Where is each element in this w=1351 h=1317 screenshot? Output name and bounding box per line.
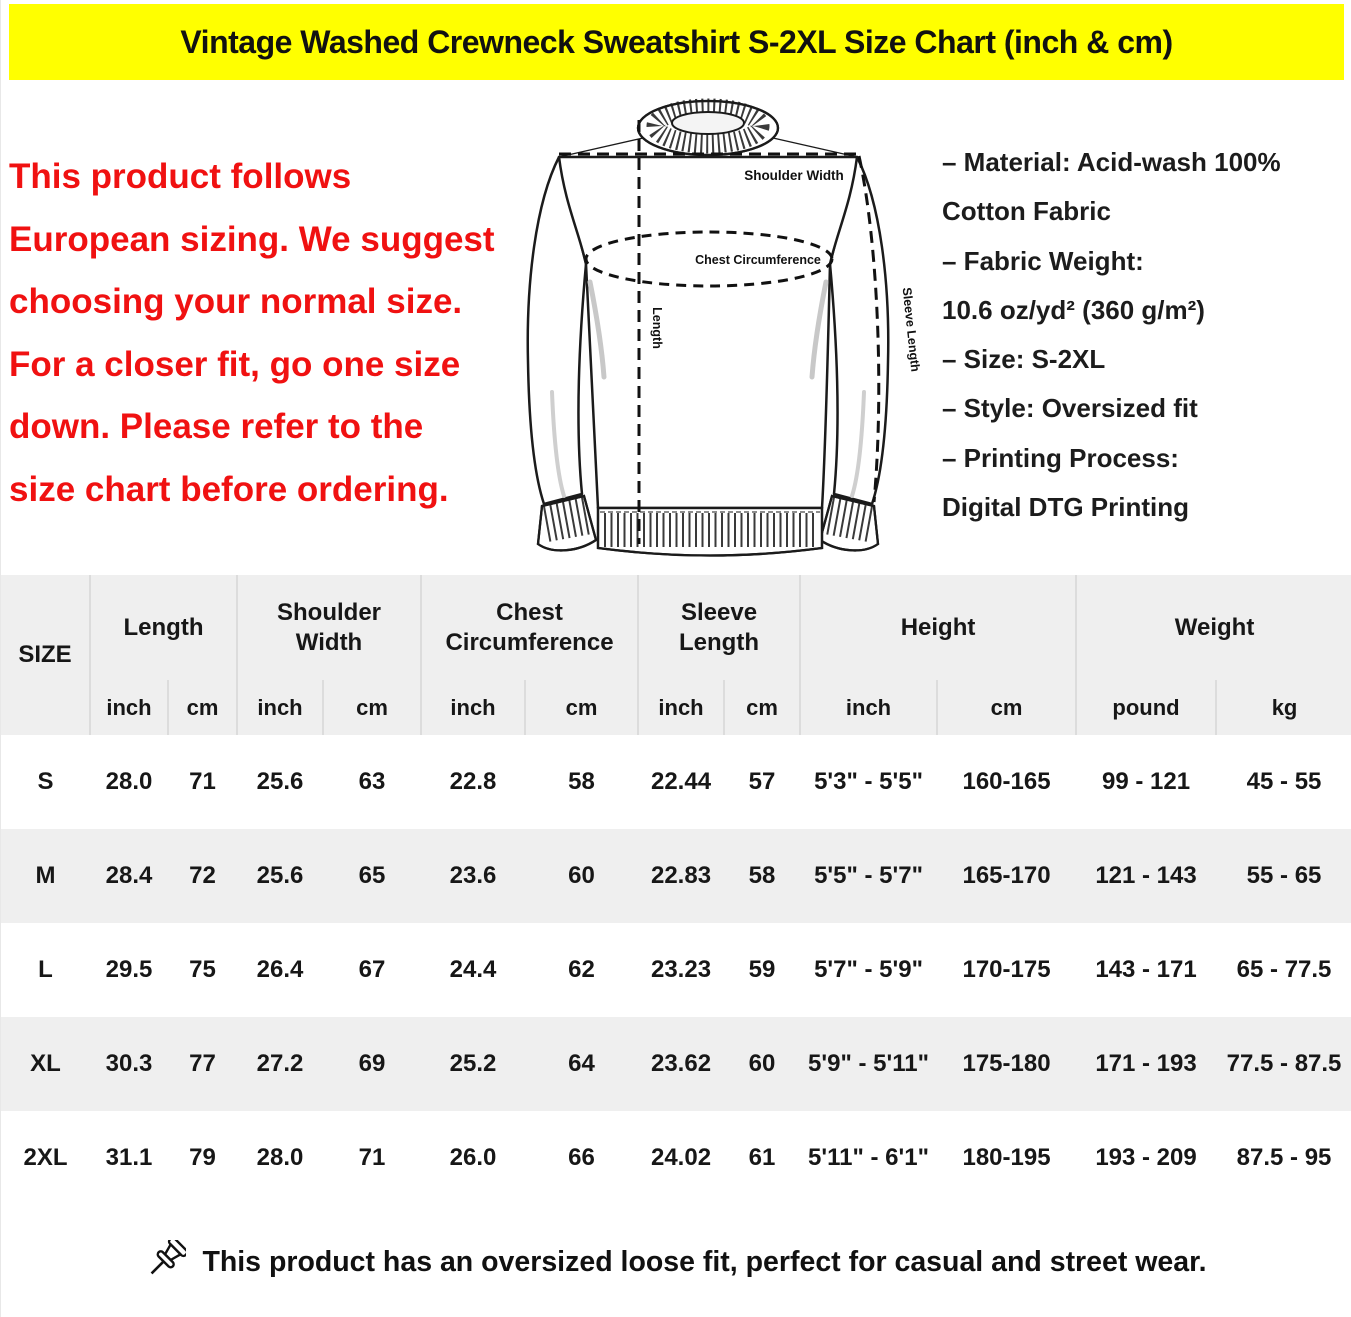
value-cell: 77.5 - 87.5 — [1226, 1050, 1342, 1077]
value-cell: 27.2 — [256, 1050, 304, 1077]
table-unit-header-row — [1, 680, 1351, 735]
torso — [559, 157, 857, 508]
note-line: down. Please refer to the — [9, 407, 424, 446]
value-cell: 193 - 209 — [1095, 1144, 1197, 1171]
table-row — [1, 735, 1351, 829]
detail-line: Cotton Fabric — [942, 196, 1111, 227]
detail-line: – Printing Process: — [942, 442, 1179, 473]
unit-header: inch — [638, 680, 724, 735]
footer-note — [1, 1233, 1351, 1291]
value-cell: 30.3 — [105, 1050, 153, 1077]
value-cell: 66 — [568, 1144, 595, 1171]
note-line: size chart before ordering. — [9, 469, 449, 509]
col-header-length: Length — [90, 575, 237, 680]
value-cell: 25.6 — [256, 768, 304, 795]
chest-circumference-label: Chest Circumference — [695, 253, 821, 267]
size-cell: 2XL — [23, 1144, 68, 1171]
col-header-height: Height — [800, 575, 1076, 680]
size-cell: M — [35, 862, 56, 889]
value-cell: 170-175 — [962, 956, 1051, 983]
size-cell: L — [38, 956, 53, 983]
detail-line: – Size: S-2XL — [942, 344, 1106, 375]
value-cell: 69 — [358, 1050, 386, 1077]
value-cell: 165-170 — [962, 862, 1051, 889]
sweatshirt-diagram — [506, 92, 936, 564]
sleeve-length-label: Sleeve Length — [899, 286, 923, 373]
value-cell: 57 — [748, 768, 776, 795]
note-line: For a closer fit, go one size — [9, 344, 461, 384]
value-cell: 99 - 121 — [1101, 768, 1191, 795]
unit-header: kg — [1216, 680, 1351, 735]
value-cell: 5'3" - 5'5" — [814, 768, 923, 795]
value-cell: 5'11" - 6'1" — [808, 1144, 929, 1171]
table-group-header-row — [1, 575, 1351, 680]
value-cell: 25.6 — [256, 862, 304, 889]
value-cell: 65 — [358, 862, 386, 889]
banner — [9, 4, 1344, 80]
value-cell: 26.0 — [449, 1144, 497, 1171]
value-cell: 5'7" - 5'9" — [814, 956, 923, 983]
value-cell: 59 — [748, 956, 776, 983]
detail-line: 10.6 oz/yd² (360 g/m²) — [942, 294, 1205, 325]
value-cell: 28.0 — [256, 1144, 304, 1171]
value-cell: 5'5" - 5'7" — [814, 862, 923, 889]
value-cell: 180-195 — [962, 1144, 1051, 1171]
unit-header: pound — [1076, 680, 1216, 735]
unit-header: inch — [421, 680, 525, 735]
value-cell: 79 — [189, 1144, 216, 1171]
detail-line: Digital DTG Printing — [942, 492, 1189, 523]
value-cell: 61 — [748, 1144, 776, 1171]
value-cell: 72 — [189, 862, 216, 889]
value-cell: 65 - 77.5 — [1236, 956, 1332, 983]
value-cell: 25.2 — [449, 1050, 497, 1077]
table-row — [1, 923, 1351, 1017]
unit-header: inch — [237, 680, 323, 735]
col-header-chest-circumference: Chest Circumference — [421, 575, 638, 680]
unit-header: inch — [90, 680, 168, 735]
size-chart-table — [1, 575, 1351, 1205]
table-row — [1, 1017, 1351, 1111]
value-cell: 75 — [189, 956, 216, 983]
value-cell: 28.0 — [105, 768, 153, 795]
col-header-weight: Weight — [1076, 575, 1351, 680]
value-cell: 58 — [748, 862, 776, 889]
value-cell: 121 - 143 — [1095, 862, 1197, 889]
size-cell: XL — [30, 1050, 61, 1077]
value-cell: 77 — [189, 1050, 216, 1077]
value-cell: 24.4 — [449, 956, 497, 983]
value-cell: 143 - 171 — [1095, 956, 1197, 983]
unit-header: cm — [168, 680, 237, 735]
value-cell: 24.02 — [650, 1144, 712, 1171]
value-cell: 71 — [189, 768, 216, 795]
value-cell: 22.8 — [449, 768, 497, 795]
value-cell: 63 — [358, 768, 386, 795]
unit-header: cm — [937, 680, 1076, 735]
product-details — [942, 138, 1337, 532]
footer-note-text: This product has an oversized loose fit, perfect for casual and street wear. — [202, 1245, 1207, 1278]
value-cell: 87.5 - 95 — [1236, 1144, 1332, 1171]
value-cell: 26.4 — [256, 956, 304, 983]
value-cell: 23.6 — [449, 862, 497, 889]
value-cell: 60 — [568, 862, 595, 889]
value-cell: 28.4 — [105, 862, 153, 889]
value-cell: 22.83 — [650, 862, 712, 889]
note-line: choosing your normal size. — [9, 282, 463, 321]
shoulder-width-label: Shoulder Width — [744, 168, 844, 183]
page-title: Vintage Washed Crewneck Sweatshirt S-2XL Size Chart (inch & cm) — [180, 23, 1173, 60]
size-cell: S — [37, 768, 54, 795]
value-cell: 58 — [568, 768, 595, 795]
col-header-size: SIZE — [1, 575, 90, 735]
value-cell: 23.62 — [650, 1050, 712, 1077]
detail-line: – Material: Acid-wash 100% — [942, 147, 1281, 177]
collar-inner — [672, 112, 744, 134]
value-cell: 55 - 65 — [1246, 862, 1322, 889]
value-cell: 31.1 — [105, 1144, 153, 1171]
col-header-sleeve-length: Sleeve Length — [638, 575, 800, 680]
value-cell: 23.23 — [650, 956, 712, 983]
value-cell: 45 - 55 — [1246, 768, 1322, 795]
size-chart-body — [1, 735, 1351, 1205]
sizing-note — [9, 146, 534, 521]
pushpin-icon — [146, 1240, 186, 1284]
value-cell: 67 — [358, 956, 386, 983]
value-cell: 62 — [568, 956, 595, 983]
value-cell: 64 — [568, 1050, 595, 1077]
value-cell: 22.44 — [650, 768, 712, 795]
value-cell: 5'9" - 5'11" — [808, 1050, 929, 1077]
note-line: European sizing. We suggest — [9, 219, 495, 259]
unit-header: inch — [800, 680, 937, 735]
table-row — [1, 829, 1351, 923]
length-label: Length — [650, 307, 664, 349]
table-row — [1, 1111, 1351, 1205]
value-cell: 171 - 193 — [1095, 1050, 1197, 1077]
note-line: This product follows — [9, 157, 352, 196]
unit-header: cm — [323, 680, 421, 735]
detail-line: – Fabric Weight: — [942, 245, 1144, 276]
value-cell: 175-180 — [962, 1050, 1051, 1077]
detail-line: – Style: Oversized fit — [942, 393, 1198, 424]
unit-header: cm — [525, 680, 638, 735]
unit-header: cm — [724, 680, 800, 735]
value-cell: 160-165 — [962, 768, 1051, 795]
value-cell: 71 — [358, 1144, 386, 1171]
value-cell: 29.5 — [105, 956, 153, 983]
col-header-shoulder-width: Shoulder Width — [237, 575, 421, 680]
value-cell: 60 — [748, 1050, 776, 1077]
